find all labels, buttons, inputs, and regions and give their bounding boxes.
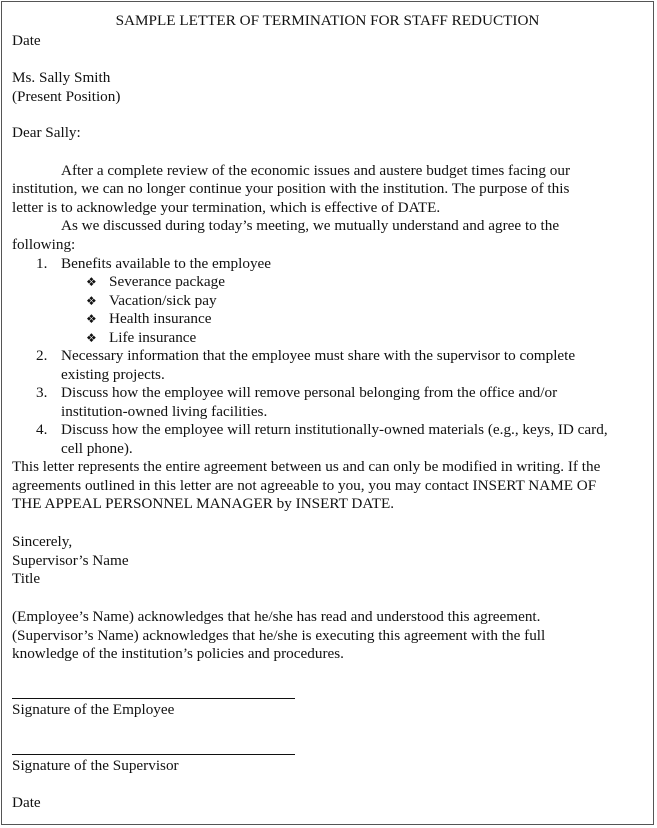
supervisor-signature-label: Signature of the Supervisor <box>12 757 179 774</box>
closing: Sincerely, <box>12 533 73 550</box>
benefit-item: Life insurance <box>109 329 197 346</box>
employee-signature-label: Signature of the Employee <box>12 701 175 718</box>
diamond-bullet-icon: ❖ <box>86 294 97 308</box>
final-date-label: Date <box>12 794 41 811</box>
diamond-bullet-icon: ❖ <box>86 312 97 326</box>
acknowledgement-line: knowledge of the institution’s policies and procedures. <box>12 645 344 662</box>
recipient-name: Ms. Sally Smith <box>12 69 111 86</box>
benefit-item: Vacation/sick pay <box>109 292 217 309</box>
list-item: Discuss how the employee will remove personal belonging from the office and/or <box>61 384 558 401</box>
benefit-item: Health insurance <box>109 310 212 327</box>
list-item: Discuss how the employee will return institutionally-owned materials (e.g., keys, ID card, <box>61 421 608 438</box>
supervisor-name: Supervisor’s Name <box>12 552 129 569</box>
list-item: Benefits available to the employee <box>61 255 272 272</box>
paragraph-line: letter is to acknowledge your termination, which is effective of DATE. <box>12 199 441 216</box>
employee-signature-line <box>12 698 295 699</box>
paragraph-line: institution, we can no longer continue your position with the institution. The purpose of this <box>12 180 570 197</box>
date-label: Date <box>12 32 41 49</box>
list-item-continuation: institution-owned living facilities. <box>61 403 268 420</box>
paragraph-line: As we discussed during today’s meeting, we mutually understand and agree to the <box>61 217 560 234</box>
diamond-bullet-icon: ❖ <box>86 331 97 345</box>
supervisor-title: Title <box>12 570 41 587</box>
list-item-continuation: existing projects. <box>61 366 165 383</box>
paragraph-line: After a complete review of the economic issues and austere budget times facing our <box>61 162 571 179</box>
acknowledgement-line: (Supervisor’s Name) acknowledges that he/she is executing this agreement with the full <box>12 627 546 644</box>
list-number: 4. <box>36 421 48 438</box>
list-item-continuation: cell phone). <box>61 440 133 457</box>
list-number: 3. <box>36 384 48 401</box>
list-item: Necessary information that the employee must share with the supervisor to complete <box>61 347 576 364</box>
recipient-position: (Present Position) <box>12 88 121 105</box>
supervisor-signature-line <box>12 754 295 755</box>
agreement-line: This letter represents the entire agreement between us and can only be modified in writing. If the <box>12 458 601 475</box>
agreement-line: THE APPEAL PERSONNEL MANAGER by INSERT DATE. <box>12 495 395 512</box>
list-number: 2. <box>36 347 48 364</box>
paragraph-line: following: <box>12 236 76 253</box>
acknowledgement-line: (Employee’s Name) acknowledges that he/she has read and understood this agreement. <box>12 608 541 625</box>
list-number: 1. <box>36 255 48 272</box>
agreement-line: agreements outlined in this letter are not agreeable to you, you may contact INSERT NAME OF <box>12 477 597 494</box>
benefit-item: Severance package <box>109 273 225 290</box>
salutation: Dear Sally: <box>12 124 81 141</box>
diamond-bullet-icon: ❖ <box>86 275 97 289</box>
letter-title: SAMPLE LETTER OF TERMINATION FOR STAFF REDUCTION <box>115 12 540 29</box>
